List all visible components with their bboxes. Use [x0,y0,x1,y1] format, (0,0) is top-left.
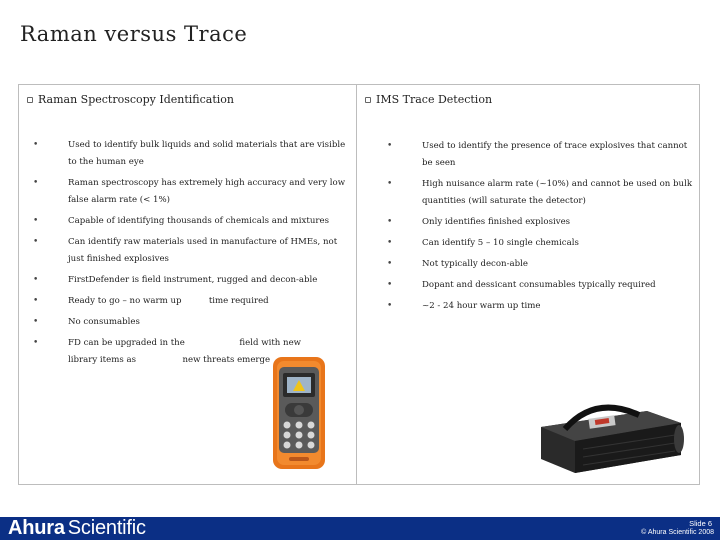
bullet-dot-icon: • [33,275,39,285]
bullet-dot-icon: • [33,140,39,150]
bullet-dot-icon: • [387,280,393,290]
list-item: • Can identify raw materials used in manufacture of HMEs, not just finished explosives [33,234,349,268]
ims-panel-header [365,93,492,106]
list-item: • Can identify 5 – 10 single chemicals [387,235,693,252]
bullet-dot-icon: • [33,338,39,348]
bullet-dot-icon: • [33,178,39,188]
slide-title: Raman versus Trace [20,22,248,46]
ims-trace-detector-image [535,393,687,475]
firstdefender-device-image [267,353,331,471]
slide-number: Slide 6 [689,519,712,528]
list-item: • FD can be upgraded in the field with new library items as new threats emerge [33,335,328,369]
list-item: • Only identifies finished explosives [387,214,693,231]
list-item: • Dopant and dessicant consumables typically required [387,277,693,294]
bullet-dot-icon: • [33,296,39,306]
copyright-notice: © Ahura Scientific 2008 [641,529,714,536]
list-item: • Not typically decon-able [387,256,693,273]
list-item: • Raman spectroscopy has extremely high accuracy and very low false alarm rate (< 1%) [33,175,349,209]
list-item: • ~2 - 24 hour warm up time [387,298,693,315]
bullet-dot-icon: • [33,317,39,327]
bullet-dot-icon: • [33,237,39,247]
footer-bar [0,517,720,540]
ahura-scientific-logo: Ahura Scientific [8,517,146,539]
ims-panel-title: IMS Trace Detection [376,93,493,106]
ims-bullet-list [387,138,693,319]
square-bullet-icon [365,97,371,103]
list-item: • High nuisance alarm rate (~10%) and cannot be used on bulk quantities (will saturate the detector) [387,176,693,210]
bullet-dot-icon: • [387,141,393,151]
bullet-dot-icon: • [387,301,393,311]
list-item: • No consumables [33,314,349,331]
list-item: • Capable of identifying thousands of chemicals and mixtures [33,213,349,230]
raman-panel [18,84,358,485]
list-item: • FirstDefender is field instrument, rugged and decon-able [33,272,349,289]
bullet-dot-icon: • [387,217,393,227]
bullet-dot-icon: • [387,259,393,269]
ims-panel [356,84,700,485]
raman-bullet-list [33,137,349,373]
list-item: • Ready to go – no warm up time required [33,293,349,310]
raman-panel-header [27,93,234,106]
bullet-dot-icon: • [387,238,393,248]
raman-panel-title: Raman Spectroscopy Identification [38,93,235,106]
list-item: • Used to identify the presence of trace explosives that cannot be seen [387,138,693,172]
list-item: • Used to identify bulk liquids and solid materials that are visible to the human eye [33,137,349,171]
square-bullet-icon [27,97,33,103]
bullet-dot-icon: • [33,216,39,226]
bullet-dot-icon: • [387,179,393,189]
